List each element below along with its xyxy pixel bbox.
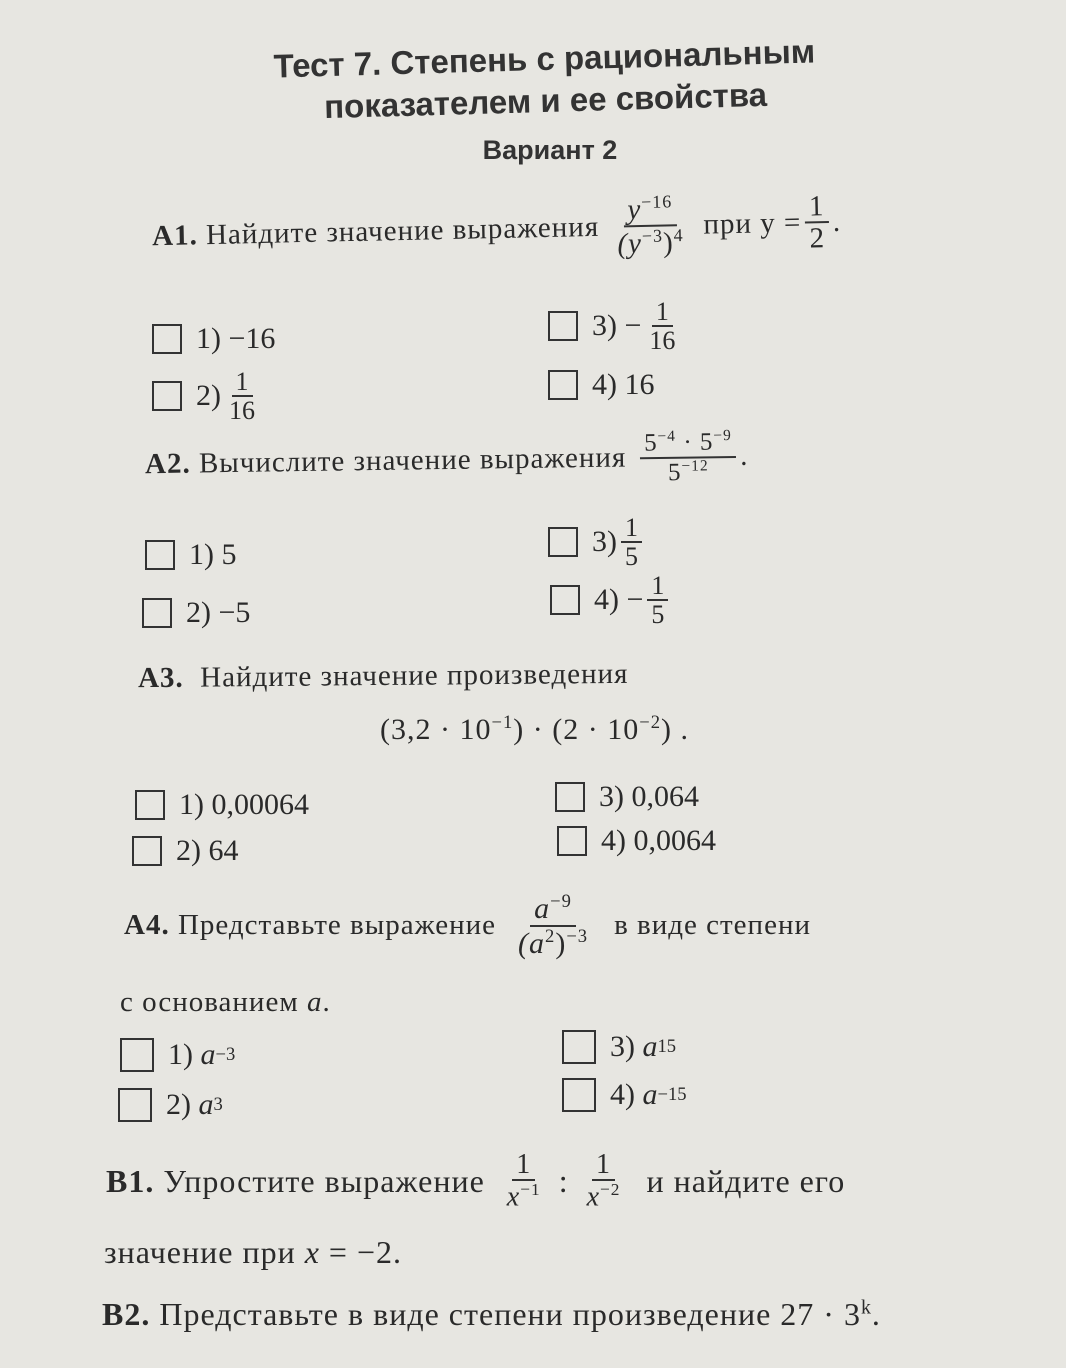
a2-den: 5 [667,458,682,486]
a2-checkbox-4[interactable] [550,585,580,615]
a1-option-4-text: 4) 16 [592,368,655,401]
title-line-2: показателем и ее свойства [323,75,768,126]
b1-fraction-2 [583,1150,625,1212]
a4-option-3-prefix: 3) [610,1030,635,1063]
a1-checkbox-1[interactable] [152,324,182,354]
b1-line2-prefix: значение при [104,1234,296,1270]
a2-option-4-prefix: 4) − [594,583,644,617]
a2-checkbox-2[interactable] [142,598,172,628]
question-a1 [151,189,841,270]
a1-expr-den-base: (y [617,227,643,261]
a2-option-3-frac [621,514,642,571]
a4-text-after: в виде степени [614,909,811,941]
a1-cond-num: 1 [805,191,829,224]
a1-checkbox-2[interactable] [152,381,182,411]
a1-condition: при y = [703,206,802,241]
a2-checkbox-3[interactable] [548,527,578,557]
a4-checkbox-4[interactable] [562,1078,596,1112]
a2-num-a: 5 [643,429,658,457]
b1-f2-den: x [586,1181,601,1213]
a4-checkbox-2[interactable] [118,1088,152,1122]
question-a2 [145,428,749,494]
a1-dot: . [832,205,842,238]
a2-option-1[interactable] [145,538,237,572]
b1-text-line-2 [104,1234,402,1271]
a2-option-2-text: 2) −5 [186,596,251,629]
b1-line2-suffix: = −2. [319,1234,402,1270]
a3-option-3-text: 3) 0,064 [599,780,699,813]
a4-text-line-2 [120,986,331,1019]
a1-option-2[interactable] [152,368,263,425]
a4-line2-prefix: с основанием [120,986,299,1018]
a1-option-3-frac [645,298,679,355]
a3-expr-exp-2: −2 [639,712,662,733]
a2-option-3-prefix: 3) [592,525,617,559]
a2-opt4-num: 1 [647,572,668,601]
a1-option-2-frac [225,368,259,425]
a2-dot: . [739,439,749,472]
a1-condition-value [805,191,830,254]
title-line-1: Тест 7. Степень с рациональным [273,32,816,85]
a4-option-3-exp: 15 [657,1036,677,1057]
b2-label: В2. [102,1296,151,1332]
a4-text: Представьте выражение [177,909,497,941]
b2-text: Представьте в виде степени произведение 27 · 3 [159,1296,861,1332]
a2-num-a-exp: −4 [657,427,677,446]
question-b2 [102,1296,881,1333]
a4-den-close: ) [555,926,567,960]
a4-line2-var: a [306,986,323,1018]
b1-fraction-1 [503,1150,545,1212]
b1-f1-den-exp: −1 [520,1180,541,1200]
b1-f2-den-exp: −2 [600,1180,621,1200]
a4-option-2-var: a [198,1088,214,1121]
a3-checkbox-1[interactable] [135,790,165,820]
question-b1 [106,1150,845,1212]
a4-option-1[interactable] [120,1038,235,1072]
a4-option-2[interactable] [118,1088,223,1122]
a3-option-1-text: 1) 0,00064 [179,788,309,821]
b1-f1-num: 1 [512,1150,535,1181]
a2-den-exp: −12 [681,456,709,475]
a4-option-3[interactable] [562,1030,676,1064]
a2-option-1-text: 1) 5 [189,538,237,571]
a1-expression [612,192,688,260]
a1-text: Найдите значение выражения [205,210,600,251]
b1-f2-num: 1 [592,1150,615,1181]
a1-opt2-num: 1 [232,368,253,397]
a4-line2-suffix: . [322,986,331,1018]
a1-opt2-den: 16 [229,396,255,426]
a3-option-4[interactable] [557,824,716,858]
a1-expr-num: y [627,193,642,226]
a2-label: А2. [144,447,191,481]
a2-opt3-den: 5 [625,542,638,572]
a4-option-4-var: a [642,1078,658,1111]
a4-option-1-var: a [200,1038,216,1071]
a4-option-4-prefix: 4) [610,1078,635,1111]
a2-option-3[interactable] [548,514,646,571]
a4-option-4[interactable] [562,1078,687,1112]
b2-dot: . [871,1296,881,1332]
a4-den-exp: −3 [566,925,589,947]
a1-expr-den-inner-exp: −3 [641,225,664,247]
a3-expr-part-2: ) · (2 · 10 [513,713,640,746]
a2-checkbox-1[interactable] [145,540,175,570]
b2-exp: k [860,1296,872,1319]
test-title [199,28,891,131]
a4-expression [514,892,592,959]
b1-f1-den: x [506,1181,521,1213]
a4-num-exp: −9 [550,891,572,912]
a3-expr-exp-1: −1 [491,712,514,733]
a4-label: А4. [124,909,170,941]
b1-label: В1. [106,1162,155,1199]
a3-option-4-text: 4) 0,0064 [601,824,716,857]
a2-num-mid: · 5 [675,428,714,457]
a3-checkbox-4[interactable] [557,826,587,856]
a1-option-4[interactable] [548,368,655,402]
a2-option-4[interactable] [550,572,672,629]
a1-opt3-den: 16 [649,326,676,356]
a4-den-base: (a [518,926,546,960]
a4-num: a [534,892,551,925]
a1-option-3[interactable] [548,298,683,355]
a1-cond-den: 2 [809,222,826,255]
a1-option-2-prefix: 2) [196,379,221,413]
a2-option-2[interactable] [142,596,250,630]
a4-den-inner-exp: 2 [545,925,556,947]
b1-line2-var: x [304,1234,320,1270]
a1-expr-den-close: ) [662,227,675,260]
a1-option-1[interactable] [152,322,275,356]
a2-num-b-exp: −9 [713,427,732,445]
a2-expression [640,428,737,486]
a4-option-2-exp: 3 [213,1094,223,1115]
a2-option-4-frac [647,572,668,629]
a3-expression [380,712,689,747]
a2-opt3-num: 1 [621,514,642,543]
a2-text: Вычислите значение выражения [198,441,627,480]
b1-text: Упростите выражение [163,1162,485,1199]
question-a3 [138,658,629,695]
b1-colon: : [558,1162,569,1199]
a4-option-1-prefix: 1) [168,1038,193,1071]
a1-expr-den-exp: 4 [673,225,684,246]
a2-opt4-den: 5 [651,600,665,630]
a3-expr-part-1: (3,2 · 10 [380,713,492,746]
a1-opt3-num: 1 [652,298,673,327]
a3-option-3[interactable] [555,780,699,814]
b1-text-after: и найдите его [646,1162,846,1199]
a1-label: А1. [151,218,199,252]
a3-label: А3. [137,661,184,695]
a3-checkbox-2[interactable] [132,836,162,866]
a4-option-1-exp: −3 [215,1044,236,1065]
a3-option-2-text: 2) 64 [176,834,239,867]
a4-option-2-prefix: 2) [166,1088,191,1121]
variant-label: Вариант 2 [482,135,618,165]
a3-option-2[interactable] [132,834,239,868]
a4-option-4-exp: −15 [657,1084,687,1105]
a1-option-1-text: 1) −16 [196,322,276,355]
a1-checkbox-4[interactable] [548,370,578,400]
a3-text: Найдите значение произведения [200,657,629,694]
a3-expr-part-3: ) . [661,713,690,746]
a1-option-3-prefix: 3) − [592,309,642,343]
a1-checkbox-3[interactable] [548,311,578,341]
a4-checkbox-1[interactable] [120,1038,154,1072]
a1-expr-num-exp: −16 [640,191,673,212]
a4-checkbox-3[interactable] [562,1030,596,1064]
a4-option-3-var: a [642,1030,658,1063]
question-a4 [124,892,811,959]
a3-checkbox-3[interactable] [555,782,585,812]
a3-option-1[interactable] [135,788,309,822]
